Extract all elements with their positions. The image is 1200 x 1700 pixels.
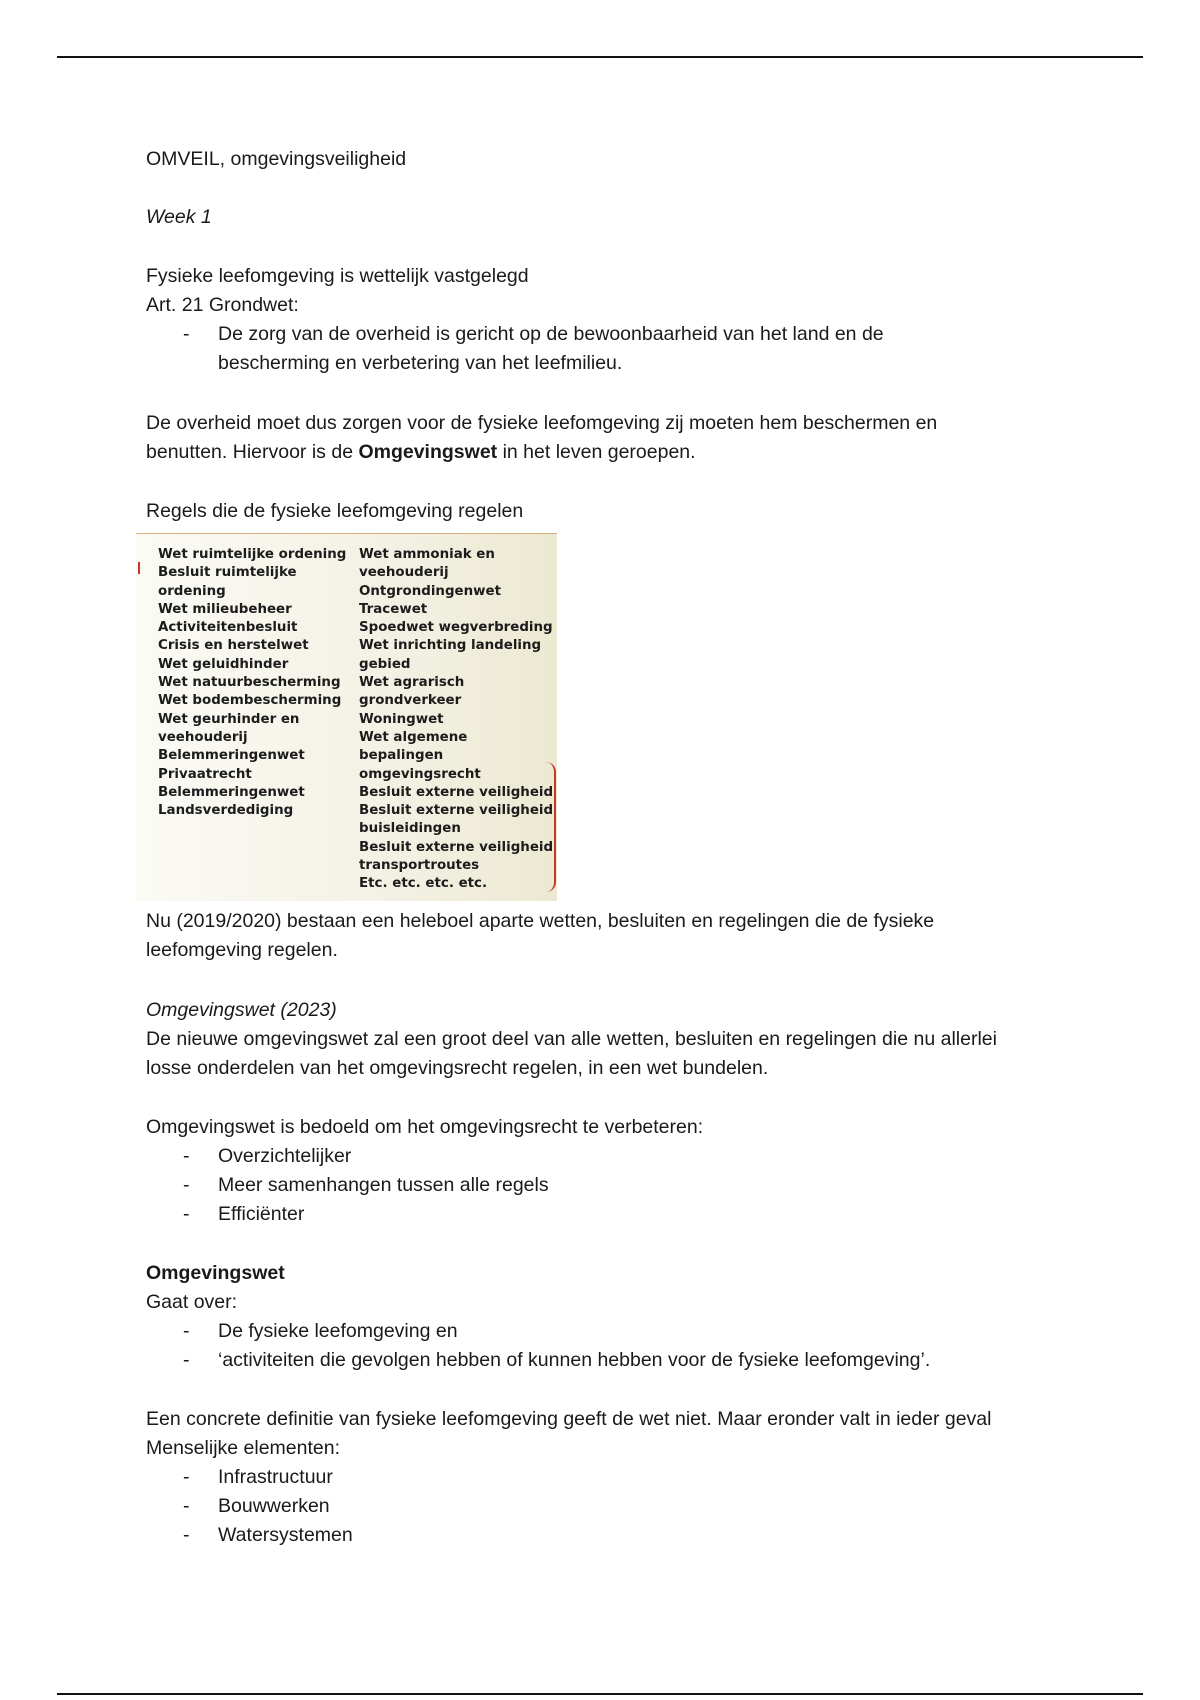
paragraph-line: Omgevingswet is bedoeld om het omgevingsrecht te verbeteren:	[146, 1116, 704, 1138]
margin-mark	[138, 562, 140, 574]
bullet-dash: -	[183, 1145, 190, 1167]
paragraph-line: Art. 21 Grondwet:	[146, 294, 299, 316]
bullet-dash: -	[183, 1466, 190, 1488]
law-item: Wet agrarisch	[359, 675, 465, 691]
list-item-text: Watersystemen	[218, 1524, 353, 1546]
law-item: buisleidingen	[359, 821, 461, 837]
bullet-list	[146, 1463, 1046, 1550]
law-item: veehouderij	[158, 729, 248, 745]
list-item-text: De zorg van de overheid is gericht op de bewoonbaarheid van het land en de bescherming en verbetering van het leefmilieu.	[218, 323, 884, 374]
bullet-dash: -	[183, 1320, 190, 1342]
law-item: Crisis en herstelwet	[158, 638, 309, 654]
list-item	[146, 1142, 1046, 1171]
law-item: Spoedwet wegverbreding	[359, 620, 553, 636]
paragraph-text: De overheid moet dus zorgen voor de fysieke leefomgeving zij moeten hem beschermen en benutten. Hiervoor is de	[146, 412, 938, 463]
paragraph-line: Een concrete definitie van fysieke leefomgeving geeft de wet niet. Maar eronder valt in ieder geval	[146, 1408, 992, 1430]
law-item: Wet ammoniak en	[359, 547, 495, 562]
list-item-text: Meer samenhangen tussen alle regels	[218, 1174, 549, 1196]
paragraph: Nu (2019/2020) bestaan een heleboel aparte wetten, besluiten en regelingen die de fysieke leefomgeving regelen.	[146, 910, 935, 961]
laws-list-image	[136, 533, 557, 901]
list-item-text: Overzichtelijker	[218, 1145, 352, 1167]
bullet-dash: -	[183, 1524, 190, 1546]
section-subheading: Omgevingswet (2023)	[146, 999, 337, 1021]
law-item: Ontgrondingenwet	[359, 583, 502, 599]
law-item: transportroutes	[359, 858, 480, 874]
law-item: veehouderij	[359, 565, 449, 581]
list-item-text: De fysieke leefomgeving en	[218, 1320, 458, 1342]
law-item: Wet geurhinder en	[158, 711, 300, 727]
laws-column-right	[359, 546, 553, 894]
list-item	[146, 1492, 1046, 1521]
list-item	[146, 1171, 1046, 1200]
bullet-dash: -	[183, 1349, 190, 1371]
paragraph-line: Gaat over:	[146, 1291, 238, 1313]
law-item: Landsverdediging	[158, 803, 294, 819]
list-item	[146, 1346, 1046, 1375]
laws-column-left	[158, 546, 346, 820]
list-item	[146, 1521, 1046, 1550]
law-item: Besluit ruimtelijke	[158, 565, 297, 581]
law-item: Wet geluidhinder	[158, 656, 289, 672]
annotation-bracket	[546, 762, 556, 892]
bullet-dash: -	[183, 1203, 190, 1225]
law-item: Belemmeringenwet	[158, 748, 305, 764]
week-label: Week 1	[146, 206, 212, 228]
list-item-text: Efficiënter	[218, 1203, 305, 1225]
list-item	[146, 1200, 1046, 1229]
law-item: ordening	[158, 583, 226, 599]
law-item: Besluit externe veiligheid	[359, 784, 554, 800]
law-item: Besluit externe veiligheid	[359, 839, 554, 855]
list-item-text: Infrastructuur	[218, 1466, 333, 1488]
list-item	[146, 1317, 1046, 1346]
paragraph-text: in het leven geroepen.	[497, 441, 696, 463]
header-rule	[57, 56, 1143, 58]
law-item: Wet bodembescherming	[158, 693, 342, 709]
law-item: Wet inrichting landeling	[359, 638, 542, 654]
paragraph-line: Menselijke elementen:	[146, 1437, 341, 1459]
law-item: Wet milieubeheer	[158, 601, 292, 617]
law-item: Tracewet	[359, 601, 428, 617]
law-item: Wet ruimtelijke ordening	[158, 547, 347, 562]
section-heading: Omgevingswet	[146, 1262, 285, 1284]
law-item: Wet natuurbescherming	[158, 675, 341, 691]
paragraph	[146, 409, 986, 467]
law-item: grondverkeer	[359, 693, 462, 709]
bullet-dash: -	[183, 323, 190, 345]
bullet-list	[146, 1317, 1046, 1375]
law-item: bepalingen	[359, 748, 444, 764]
document-title: OMVEIL, omgevingsveiligheid	[146, 148, 407, 170]
law-item: gebied	[359, 656, 411, 672]
law-item: Wet algemene	[359, 729, 468, 745]
paragraph-line: Regels die de fysieke leefomgeving regelen	[146, 500, 524, 522]
list-item-text: Bouwwerken	[218, 1495, 330, 1517]
list-item	[146, 320, 988, 378]
law-item: Activiteitenbesluit	[158, 620, 298, 636]
law-item: omgevingsrecht	[359, 766, 481, 782]
law-item: Belemmeringenwet	[158, 784, 305, 800]
bullet-dash: -	[183, 1495, 190, 1517]
law-item: Privaatrecht	[158, 766, 252, 782]
law-item: Besluit externe veiligheid	[359, 803, 554, 819]
emphasis-term: Omgevingswet	[358, 441, 498, 463]
list-item-text: ‘activiteiten die gevolgen hebben of kunnen hebben voor de fysieke leefomgeving’.	[218, 1349, 931, 1371]
bullet-list	[146, 320, 1046, 378]
bullet-list	[146, 1142, 1046, 1229]
footer-rule	[57, 1693, 1143, 1695]
list-item	[146, 1463, 1046, 1492]
paragraph-line: Fysieke leefomgeving is wettelijk vastgelegd	[146, 265, 529, 287]
bullet-dash: -	[183, 1174, 190, 1196]
law-item: Etc. etc. etc. etc.	[359, 876, 488, 892]
paragraph: De nieuwe omgevingswet zal een groot deel van alle wetten, besluiten en regelingen die nu allerlei losse onderdelen van het omgevingsrecht regelen, in een wet bundelen.	[146, 1028, 997, 1079]
law-item: Woningwet	[359, 711, 444, 727]
